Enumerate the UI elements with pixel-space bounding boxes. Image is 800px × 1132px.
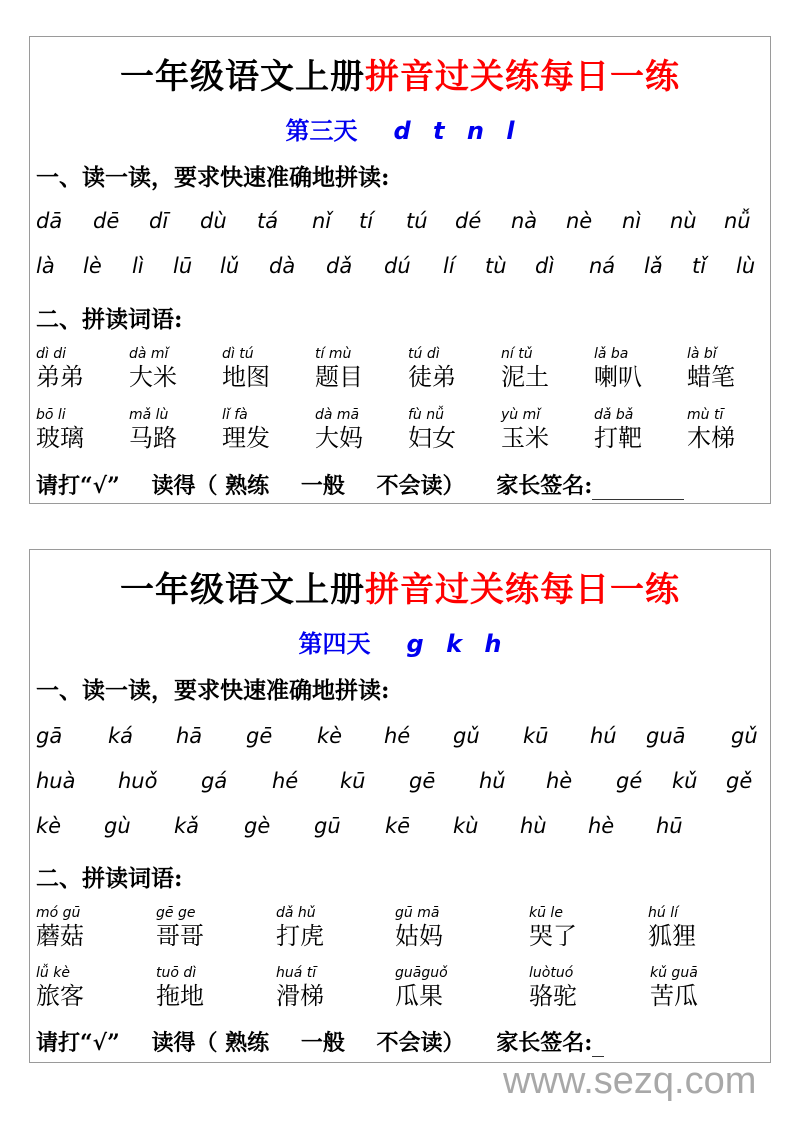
syllable: lè: [83, 254, 102, 278]
day-subtitle: [30, 111, 770, 146]
word-item: tí mù 题目: [315, 346, 363, 391]
worksheet-title: [30, 562, 770, 611]
worksheet-title: [30, 49, 770, 98]
syllable: tí: [359, 209, 374, 233]
syllable: tú: [406, 209, 428, 233]
syllable: dì: [535, 254, 555, 278]
syllable: gē: [409, 769, 436, 793]
syllable: dǎ: [326, 254, 353, 278]
syllable: dā: [36, 209, 63, 233]
syllable: nà: [511, 209, 538, 233]
check-prompt: 请打“√”: [36, 473, 120, 499]
syllable: gǔ: [453, 724, 480, 748]
syllable: hú: [590, 724, 617, 748]
syllable: lù: [736, 254, 756, 278]
syllable: nè: [566, 209, 593, 233]
parent-signature-label: 家长签名:: [496, 1030, 593, 1056]
day-subtitle: [30, 624, 770, 659]
syllable: nì: [622, 209, 642, 233]
syllable: kè: [317, 724, 343, 748]
parent-signature-field[interactable]: [592, 477, 684, 500]
syllable: lū: [173, 254, 193, 278]
syllable: hè: [588, 814, 615, 838]
word-item: hú lí 狐狸: [648, 905, 696, 950]
word-item: dà mā 大妈: [315, 407, 363, 452]
read-label: 读得（: [151, 473, 218, 499]
section2-heading: 二、拼读词语:: [36, 306, 183, 333]
word-item: gē ge 哥哥: [156, 905, 204, 950]
word-item: lǐ fà 理发: [222, 407, 270, 452]
syllable: hé: [272, 769, 299, 793]
syllable: gū: [314, 814, 341, 838]
day-label: 第四天: [298, 629, 371, 658]
reading-feedback: [36, 469, 684, 500]
syllable: dé: [455, 209, 482, 233]
word-item: dì di 弟弟: [36, 346, 84, 391]
syllable: tá: [257, 209, 279, 233]
syllable: gā: [36, 724, 63, 748]
syllable: hū: [656, 814, 683, 838]
syllable: hǔ: [479, 769, 506, 793]
worksheet-day-3: [29, 36, 771, 504]
syllable: nù: [670, 209, 697, 233]
syllable: hā: [176, 724, 203, 748]
word-item: mó gū 蘑菇: [36, 905, 84, 950]
word-item: mǎ lù 马路: [129, 407, 177, 452]
syllable: kǎ: [174, 814, 200, 838]
option-average[interactable]: 一般: [300, 473, 345, 499]
syllable: lí: [443, 254, 455, 278]
option-cannot-read[interactable]: 不会读）: [376, 1030, 465, 1056]
word-item: huá tī 滑梯: [276, 965, 324, 1010]
word-item: yù mǐ 玉米: [501, 407, 549, 452]
option-fluent[interactable]: 熟练: [225, 1030, 270, 1056]
syllable: hù: [520, 814, 547, 838]
word-item: lǚ kè 旅客: [36, 965, 84, 1010]
syllable: dē: [93, 209, 120, 233]
word-item: gū mā 姑妈: [395, 905, 443, 950]
word-item: mù tī 木梯: [687, 407, 735, 452]
syllable: huǒ: [118, 769, 158, 793]
syllable: gù: [104, 814, 131, 838]
syllable: gǔ: [731, 724, 758, 748]
reading-feedback: [36, 1026, 604, 1057]
word-item: dà mǐ 大米: [129, 346, 177, 391]
word-item: fù nǚ 妇女: [408, 407, 456, 452]
syllable: kǔ: [672, 769, 698, 793]
worksheet-day-4: [29, 549, 771, 1063]
option-average[interactable]: 一般: [300, 1030, 345, 1056]
section2-heading: 二、拼读词语:: [36, 865, 183, 892]
syllable: nǐ: [312, 209, 332, 233]
day-label: 第三天: [285, 116, 358, 145]
syllable: ká: [108, 724, 134, 748]
syllable: kē: [385, 814, 411, 838]
syllable: dī: [149, 209, 169, 233]
syllable: gè: [244, 814, 271, 838]
syllable: kū: [340, 769, 366, 793]
syllable: lǎ: [644, 254, 663, 278]
word-item: bō li 玻璃: [36, 407, 84, 452]
word-item: là bǐ 蜡笔: [687, 346, 735, 391]
word-item: luòtuó 骆驼: [529, 965, 577, 1010]
word-item: tú dì 徒弟: [408, 346, 456, 391]
word-item: guāguǒ 瓜果: [395, 965, 448, 1010]
syllable: lì: [132, 254, 144, 278]
syllable: dù: [200, 209, 227, 233]
syllable: guā: [646, 724, 686, 748]
title-black: 一年级语文上册: [120, 570, 365, 610]
option-fluent[interactable]: 熟练: [225, 473, 270, 499]
word-item: tuō dì 拖地: [156, 965, 204, 1010]
syllable: gá: [201, 769, 228, 793]
parent-signature-label: 家长签名:: [496, 473, 593, 499]
option-cannot-read[interactable]: 不会读）: [376, 473, 465, 499]
word-item: kū le 哭了: [529, 905, 577, 950]
word-item: ní tǔ 泥土: [501, 346, 549, 391]
syllable: lǔ: [220, 254, 240, 278]
word-item: dǎ hǔ 打虎: [276, 905, 324, 950]
title-red: 拼音过关练每日一练: [365, 57, 680, 97]
syllable: kè: [36, 814, 62, 838]
syllable: dà: [269, 254, 296, 278]
syllable: là: [36, 254, 55, 278]
day-letters: g k h: [406, 630, 502, 658]
syllable: dú: [384, 254, 411, 278]
syllable: tǐ: [692, 254, 707, 278]
word-item: dì tú 地图: [222, 346, 270, 391]
title-red: 拼音过关练每日一练: [365, 570, 680, 610]
syllable: gé: [616, 769, 643, 793]
syllable: hé: [384, 724, 411, 748]
site-watermark: www.sezq.com: [503, 1060, 757, 1102]
word-item: kǔ guā 苦瓜: [650, 965, 698, 1010]
syllable: nǚ: [724, 209, 751, 233]
syllable: tù: [485, 254, 507, 278]
syllable: huà: [36, 769, 76, 793]
word-item: lǎ ba 喇叭: [594, 346, 642, 391]
syllable: kū: [523, 724, 549, 748]
check-prompt: 请打“√”: [36, 1030, 120, 1056]
day-letters: d t n l: [393, 117, 515, 145]
read-label: 读得（: [151, 1030, 218, 1056]
word-item: dǎ bǎ 打靶: [594, 407, 642, 452]
section1-heading: 一、读一读，要求快速准确地拼读:: [36, 677, 390, 704]
section1-heading: 一、读一读，要求快速准确地拼读:: [36, 164, 390, 191]
syllable: gē: [246, 724, 273, 748]
syllable: gě: [726, 769, 753, 793]
title-black: 一年级语文上册: [120, 57, 365, 97]
syllable: kù: [453, 814, 479, 838]
syllable: ná: [589, 254, 616, 278]
syllable: hè: [546, 769, 573, 793]
parent-signature-field[interactable]: [592, 1034, 604, 1057]
